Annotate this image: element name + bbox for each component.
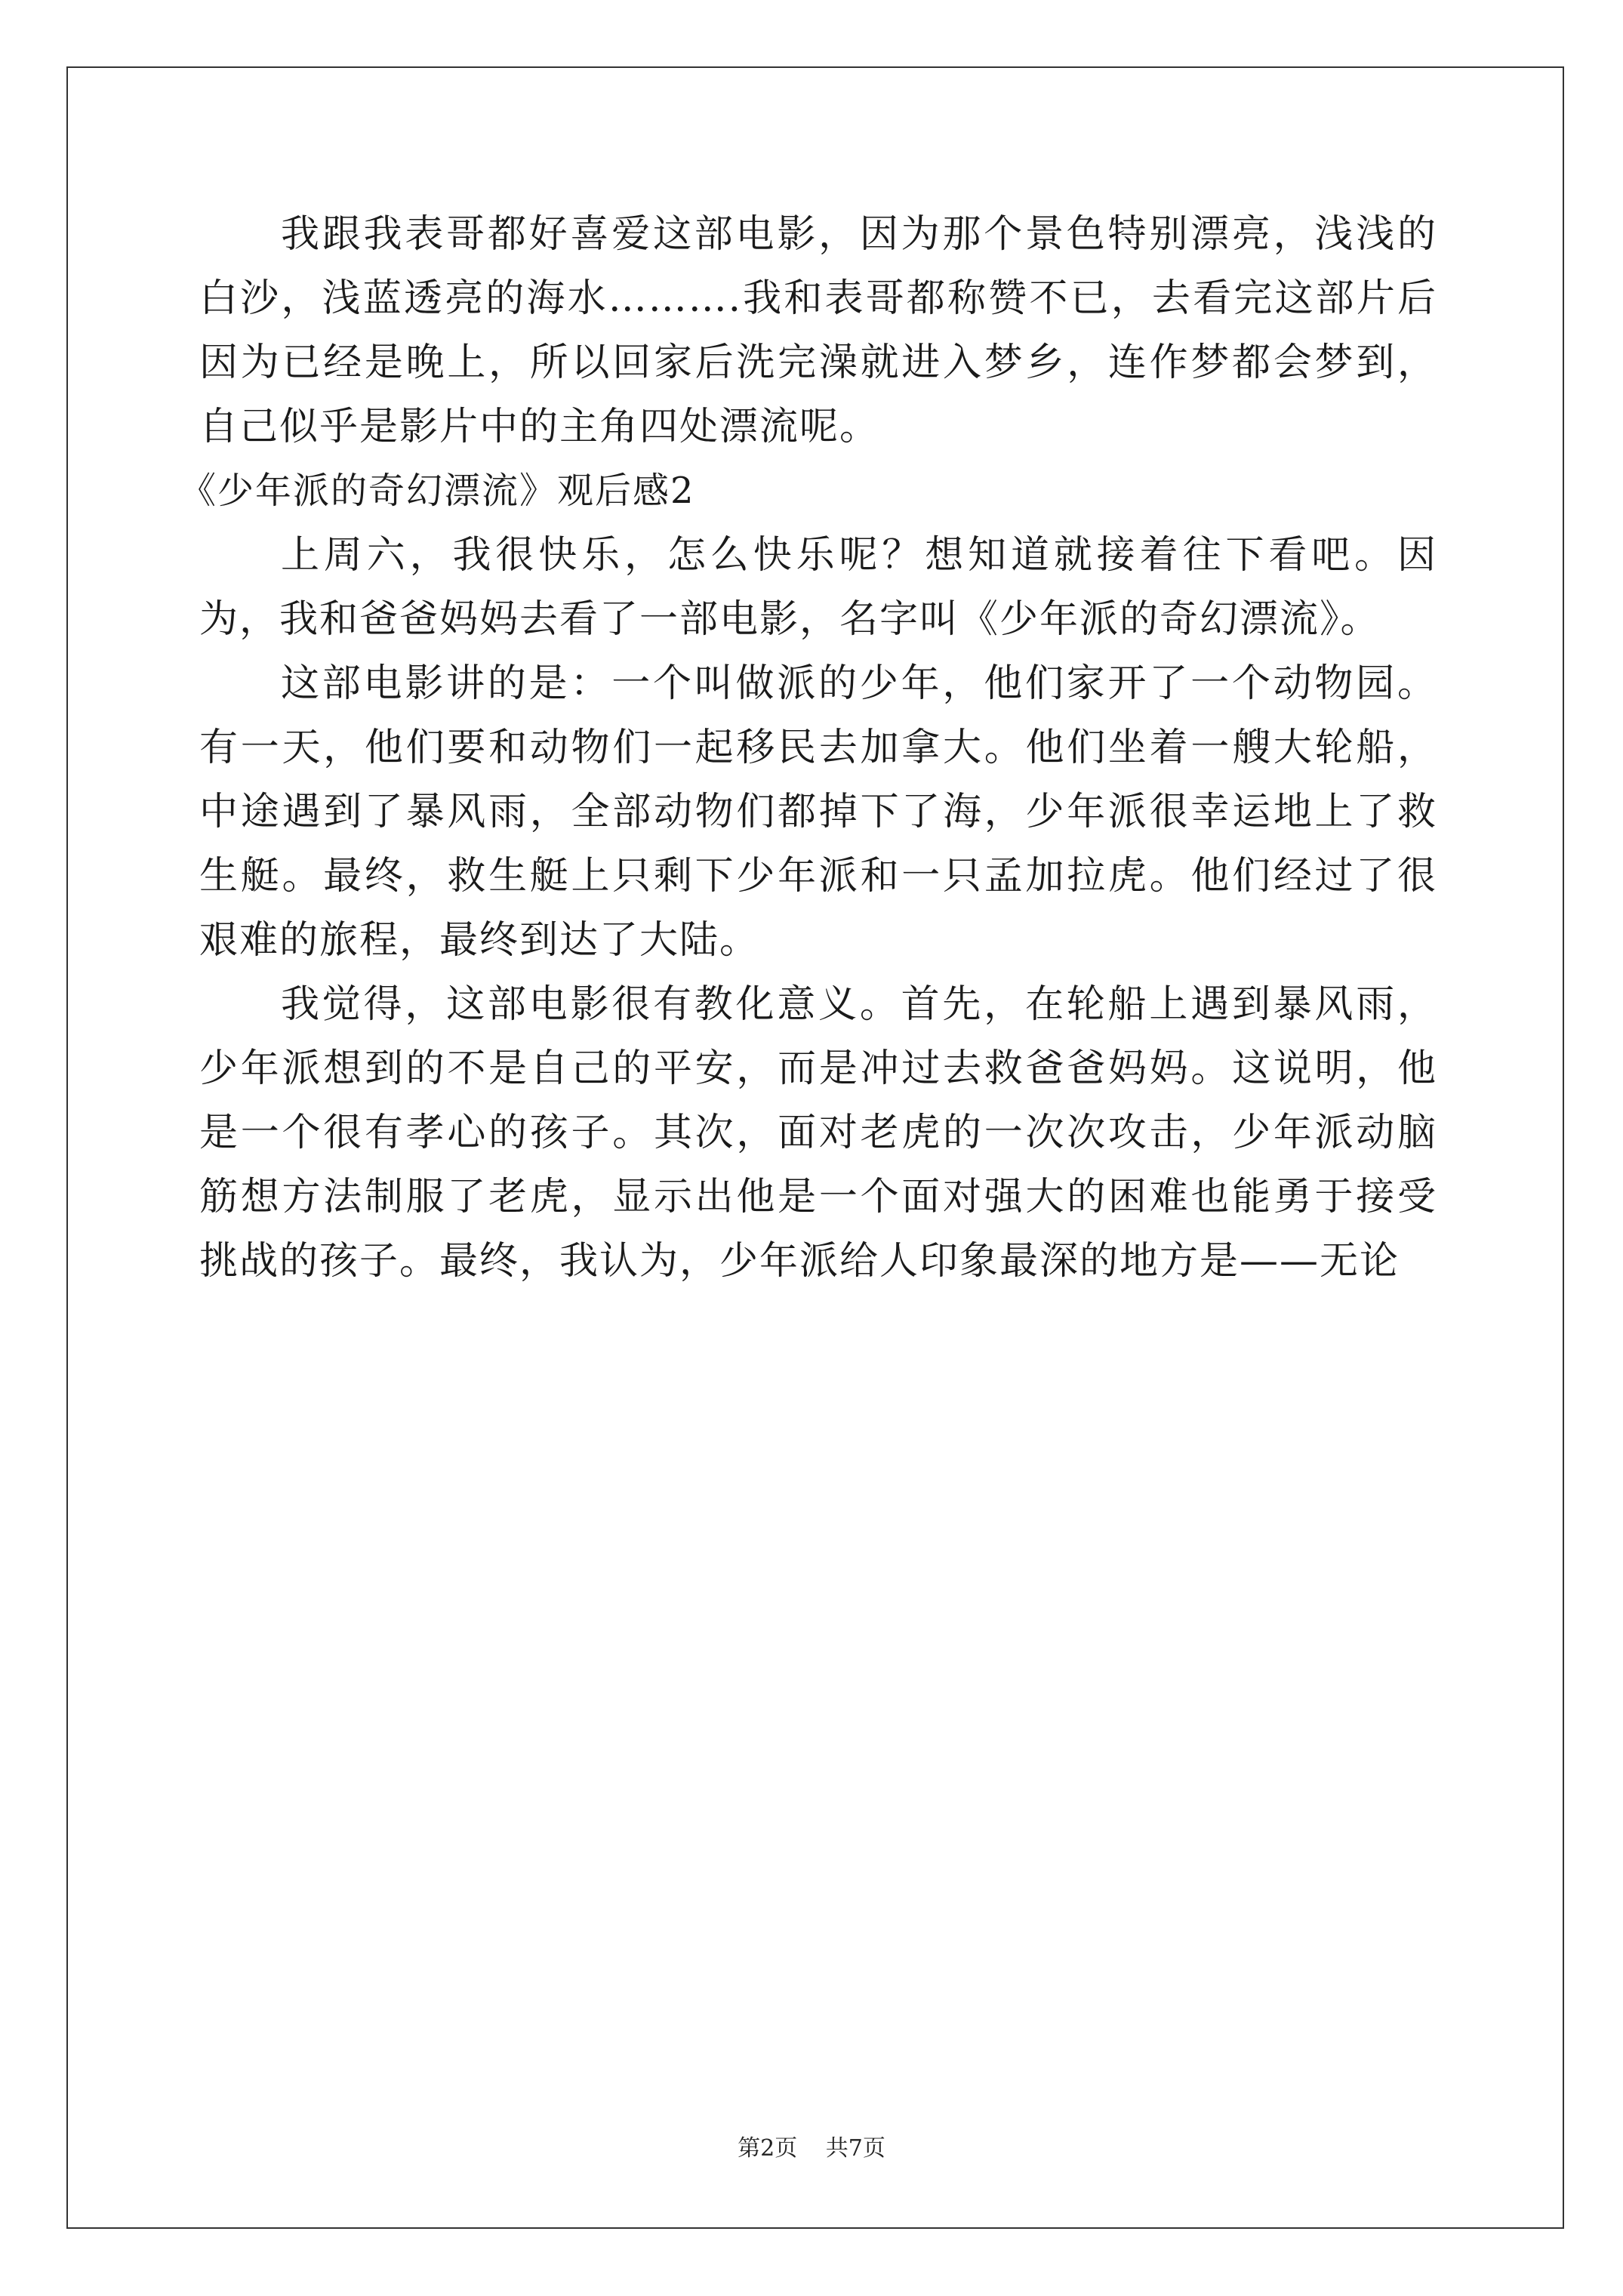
- paragraph: 上周六，我很快乐，怎么快乐呢？想知道就接着往下看吧。因为，我和爸爸妈妈去看了一部电影，名字叫《少年派的奇幻漂流》。: [199, 533, 1437, 642]
- page-footer: [0, 2129, 1623, 2162]
- page-number: 第2页: [738, 2135, 798, 2162]
- paragraph: 我跟我表哥都好喜爱这部电影，因为那个景色特别漂亮，浅浅的白沙，浅蓝透亮的海水……….我和表哥都称赞不已，去看完这部片后因为已经是晚上，所以回家后洗完澡就进入梦乡，连作梦都会梦到，自己似乎是影片中的主角四处漂流呢。: [199, 212, 1437, 449]
- paragraph: 我觉得，这部电影很有教化意义。首先，在轮船上遇到暴风雨，少年派想到的不是自己的平安，而是冲过去救爸爸妈妈。这说明，他是一个很有孝心的孩子。其次，面对老虎的一次次攻击，少年派动脑筋想方法制服了老虎，显示出他是一个面对强大的困难也能勇于接受挑战的孩子。最终，我认为，少年派给人印象最深的地方是——无论: [199, 982, 1437, 1284]
- page-total: 共7页: [825, 2135, 885, 2162]
- section-title: 《少年派的奇幻漂流》观后感2: [180, 470, 695, 512]
- paragraph: 这部电影讲的是：一个叫做派的少年，他们家开了一个动物园。有一天，他们要和动物们一起移民去加拿大。他们坐着一艘大轮船，中途遇到了暴风雨，全部动物们都掉下了海，少年派很幸运地上了救生艇。最终，救生艇上只剩下少年派和一只孟加拉虎。他们经过了很艰难的旅程，最终到达了大陆。: [199, 661, 1437, 963]
- document-body: [180, 202, 1437, 1293]
